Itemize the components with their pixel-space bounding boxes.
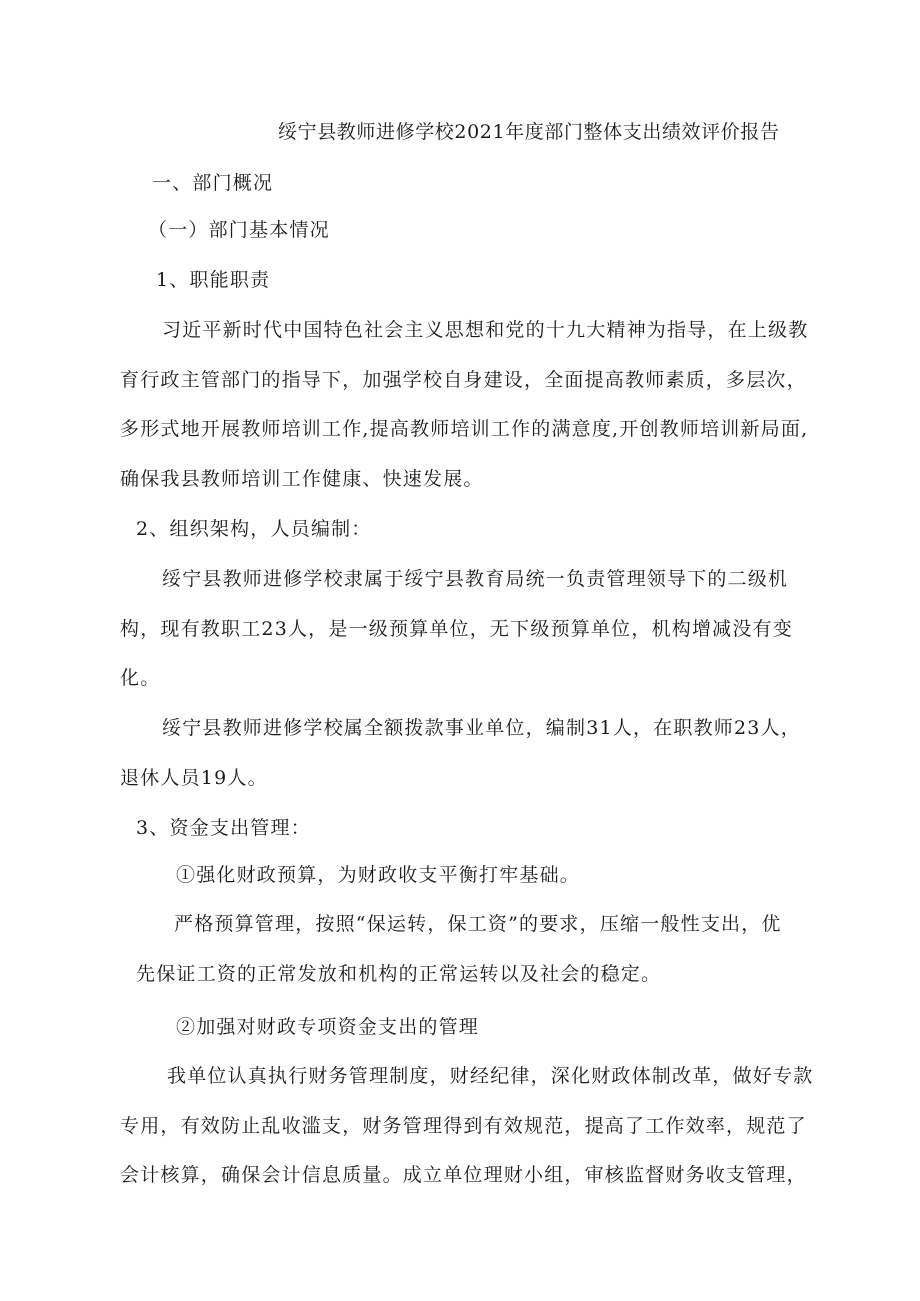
paragraph-line: 会计核算，确保会计信息质量。成立单位理财小组，审核监督财务收支管理， [120,1164,807,1186]
paragraph-line: 确保我县教师培训工作健康、快速发展。 [120,468,484,490]
paragraph-line: 习近平新时代中国特色社会主义思想和党的十九大精神为指导，在上级教 [162,319,809,341]
section-heading: 一、部门概况 [152,172,274,194]
paragraph-line: 绥宁县教师进修学校属全额拨款事业单位，编制31人，在职教师23人， [162,717,801,739]
paragraph-line: 专用，有效防止乱收滥支，财务管理得到有效规范，提高了工作效率，规范了 [120,1115,807,1137]
subsection-heading: （一）部门基本情况 [148,219,330,241]
point-heading: ①强化财政预算，为财政收支平衡打牢基础。 [176,864,581,886]
paragraph-line: 化。 [120,667,161,689]
paragraph-line: 绥宁县教师进修学校隶属于绥宁县教育局统一负责管理领导下的二级机 [162,568,789,590]
item-heading: 1、职能职责 [156,269,271,291]
paragraph-line: 严格预算管理，按照“保运转，保工资”的要求，压缩一般性支出，优 [174,913,782,935]
point-heading: ②加强对财政专项资金支出的管理 [176,1016,480,1038]
paragraph-line: 退休人员19人。 [120,767,268,789]
paragraph-line: 先保证工资的正常发放和机构的正常运转以及社会的稳定。 [136,963,662,985]
document-title: 绥宁县教师进修学校2021年度部门整体支出绩效评价报告 [278,121,780,143]
item-heading: 3、资金支出管理： [136,817,311,839]
paragraph-line: 我单位认真执行财务管理制度，财经纪律，深化财政体制改革，做好专款 [167,1065,814,1087]
paragraph-line: 多形式地开展教师培训工作,提高教师培训工作的满意度,开创教师培训新局面, [120,418,809,440]
paragraph-line: 构，现有教职工23人，是一级预算单位，无下级预算单位，机构增减没有变 [120,618,793,640]
item-heading: 2、组织架构，人员编制： [136,518,372,540]
paragraph-line: 育行政主管部门的指导下，加强学校自身建设，全面提高教师素质，多层次， [120,369,807,391]
